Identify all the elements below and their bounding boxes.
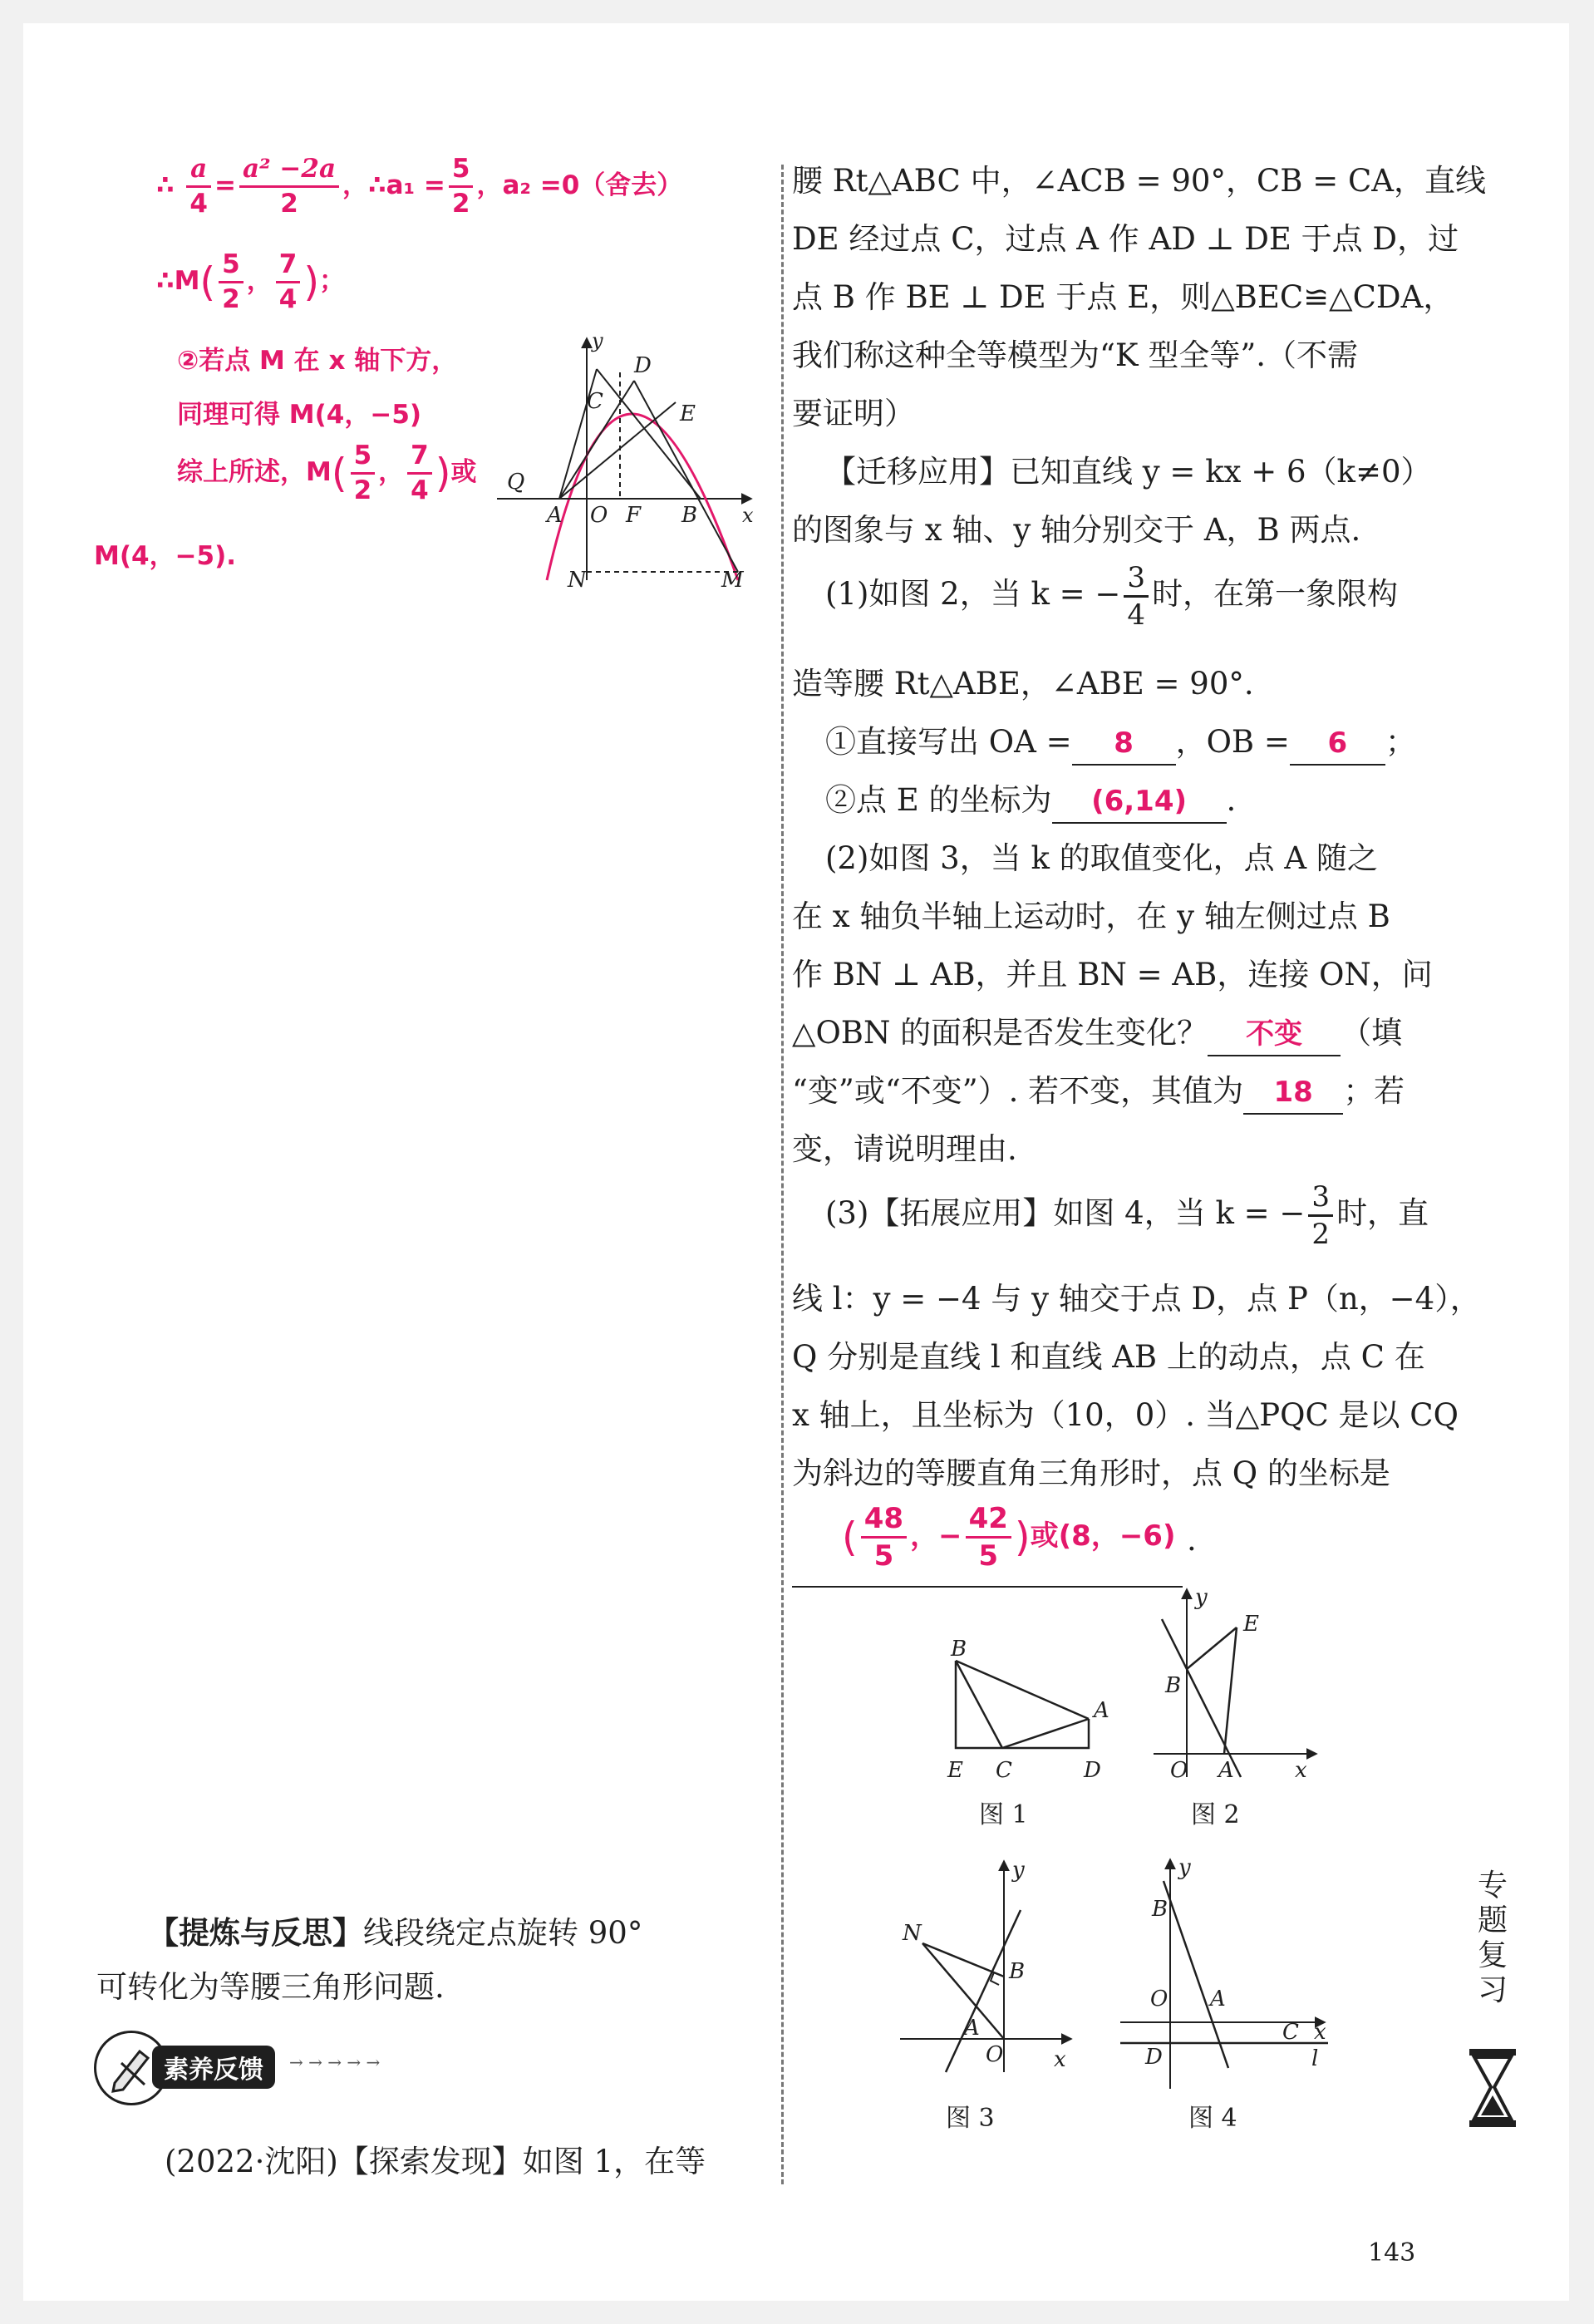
- parabola-graph: [489, 323, 763, 597]
- figure-1: [921, 1636, 1129, 1785]
- graph-label-y: y: [592, 329, 603, 352]
- question-1-line-2: 造等腰 Rt△ABE，∠ABE = 90°.: [792, 666, 1254, 702]
- solution-line-4: 同理可得 M(4，−5): [177, 400, 422, 430]
- page-number: 143: [1368, 2238, 1416, 2267]
- answer-oa: 8: [1114, 726, 1134, 760]
- figure-4-caption: 图 4: [1188, 2104, 1237, 2133]
- svg-text:D: D: [1084, 1758, 1101, 1783]
- svg-text:E: E: [680, 401, 696, 426]
- question-1b: ②点 E 的坐标为 (6,14) .: [825, 771, 1236, 830]
- svg-text:C: C: [587, 389, 603, 414]
- reflection-title: 【提炼与反思】: [148, 1915, 363, 1951]
- question-3: (3)【拓展应用】如图 4，当 k = − $\frac{3}{2}$ 时，直: [825, 1180, 1429, 1251]
- question-3-answer: ( $\frac{48}{5}$ ，− $\frac{42}{5}$ )或(8，−6): [792, 1503, 1183, 1588]
- reflection-block: [148, 1906, 642, 1961]
- svg-text:D: D: [634, 353, 652, 378]
- svg-text:M: M: [721, 568, 744, 593]
- svg-text:E: E: [1243, 1612, 1259, 1637]
- svg-text:C: C: [996, 1758, 1012, 1783]
- parabola: [547, 414, 738, 580]
- answer-ob: 6: [1327, 726, 1348, 760]
- reflection-text-2: 可转化为等腰三角形问题.: [96, 1969, 445, 2005]
- svg-text:N: N: [903, 1921, 922, 1946]
- svg-text:y: y: [1012, 1858, 1025, 1883]
- svg-text:x: x: [1295, 1758, 1307, 1783]
- svg-text:O: O: [590, 503, 608, 528]
- svg-text:x: x: [1314, 2020, 1326, 2045]
- side-tab: 专 题 复 习: [1477, 1869, 1508, 2007]
- svg-text:A: A: [1094, 1698, 1109, 1723]
- hourglass-icon: [1468, 2047, 1518, 2130]
- right-paragraph-1: 腰 Rt△ABC 中，∠ACB = 90°，CB = CA，直线 DE 经过点 C，过点 A 作 AD ⊥ DE 于点 D，过 点 B 作 BE ⊥ DE 于点 E，则△BEC≌△CDA， 我们称这种全等模型为“K 型全等”.（不需 要证明）: [792, 163, 1486, 431]
- badge-arrows: → → → → →: [289, 2052, 381, 2072]
- svg-text:D: D: [1145, 2045, 1163, 2070]
- svg-text:B: B: [1165, 1673, 1182, 1698]
- figure-3: [896, 1852, 1095, 2076]
- reflection-text-1: 线段绕定点旋转 90°: [363, 1915, 643, 1951]
- svg-text:B: B: [681, 503, 698, 528]
- figure-2: [1145, 1578, 1336, 1785]
- svg-text:E: E: [947, 1758, 963, 1783]
- solution-line-6: M(4，−5).: [94, 541, 237, 571]
- svg-text:Q: Q: [507, 470, 525, 495]
- svg-text:A: A: [1218, 1758, 1234, 1783]
- svg-text:l: l: [1311, 2046, 1319, 2071]
- svg-text:A: A: [964, 2016, 980, 2041]
- badge-label: 素养反馈: [152, 2046, 275, 2089]
- figure-1-caption: 图 1: [979, 1800, 1028, 1829]
- question-1: (1)如图 2，当 k = − $\frac{3}{4}$ 时，在第一象限构: [825, 561, 1399, 632]
- problem-start: (2022·沈阳)【探索发现】如图 1，在等: [165, 2144, 706, 2179]
- svg-text:A: A: [1210, 1987, 1226, 2011]
- answer-area: 18: [1273, 1076, 1313, 1109]
- svg-text:B: B: [951, 1637, 967, 1662]
- figure-4: [1112, 1848, 1361, 2097]
- figure-3-caption: 图 3: [946, 2104, 995, 2133]
- svg-text:O: O: [986, 2042, 1004, 2067]
- answer-unchanged: 不变: [1246, 1017, 1303, 1051]
- figure-2-caption: 图 2: [1191, 1800, 1240, 1829]
- solution-line-1: ∴ $\frac{a}{4}$ = $\frac{\text{a² −2a}}{2}$ ，∴a₁ = $\frac{5}{2}$ ，a₂ =0（舍去）: [156, 154, 683, 219]
- svg-text:C: C: [1282, 2020, 1299, 2045]
- question-3-end: .: [1187, 1522, 1197, 1558]
- svg-text:B: B: [1152, 1897, 1168, 1922]
- solution-line-3: ②若点 M 在 x 轴下方，: [177, 346, 458, 376]
- svg-text:O: O: [1150, 1987, 1168, 2011]
- svg-text:y: y: [1195, 1585, 1208, 1610]
- right-paragraph-2: 【迁移应用】已知直线 y = kx + 6（k≠0） 的图象与 x 轴、y 轴分别交于 A，B 两点.: [792, 454, 1432, 548]
- svg-text:B: B: [1009, 1959, 1026, 1984]
- svg-text:x: x: [742, 504, 754, 527]
- answer-e-coord: (6,14): [1091, 785, 1188, 818]
- question-3-body: 线 l：y = −4 与 y 轴交于点 D，点 P（n，−4）， Q 分别是直线 l 和直线 AB 上的动点，点 C 在 x 轴上，且坐标为（10，0）. 当△PQC 是以 CQ 为斜边的等腰直角三角形时，点 Q 的坐标是: [792, 1281, 1481, 1491]
- literacy-badge: [94, 2031, 393, 2105]
- question-2: (2)如图 3，当 k 的取值变化，点 A 随之 在 x 轴负半轴上运动时，在 y 轴左侧过点 B 作 BN ⊥ AB，并且 BN = AB，连接 ON，问 △OBN 的面积是否发生变化？ 不变 （填 “变”或“不变”）. 若不变，其值为 18 ；若 变，请说明理由.: [792, 840, 1433, 1167]
- svg-text:F: F: [626, 503, 642, 528]
- svg-text:N: N: [568, 568, 587, 593]
- svg-text:x: x: [1054, 2047, 1066, 2072]
- solution-line-5: 综上所述，M( $\frac{5}{2}$ ， $\frac{7}{4}$ )或: [177, 441, 477, 505]
- svg-text:y: y: [1178, 1855, 1191, 1880]
- page: [23, 23, 1569, 2301]
- svg-text:A: A: [547, 503, 563, 528]
- solution-line-2: ∴M( $\frac{5}{2}$ ， $\frac{7}{4}$ )；: [156, 249, 346, 314]
- question-1a: ①直接写出 OA = 8 ，OB = 6 ；: [825, 713, 1416, 771]
- column-divider: [781, 165, 784, 2184]
- svg-text:O: O: [1170, 1758, 1188, 1783]
